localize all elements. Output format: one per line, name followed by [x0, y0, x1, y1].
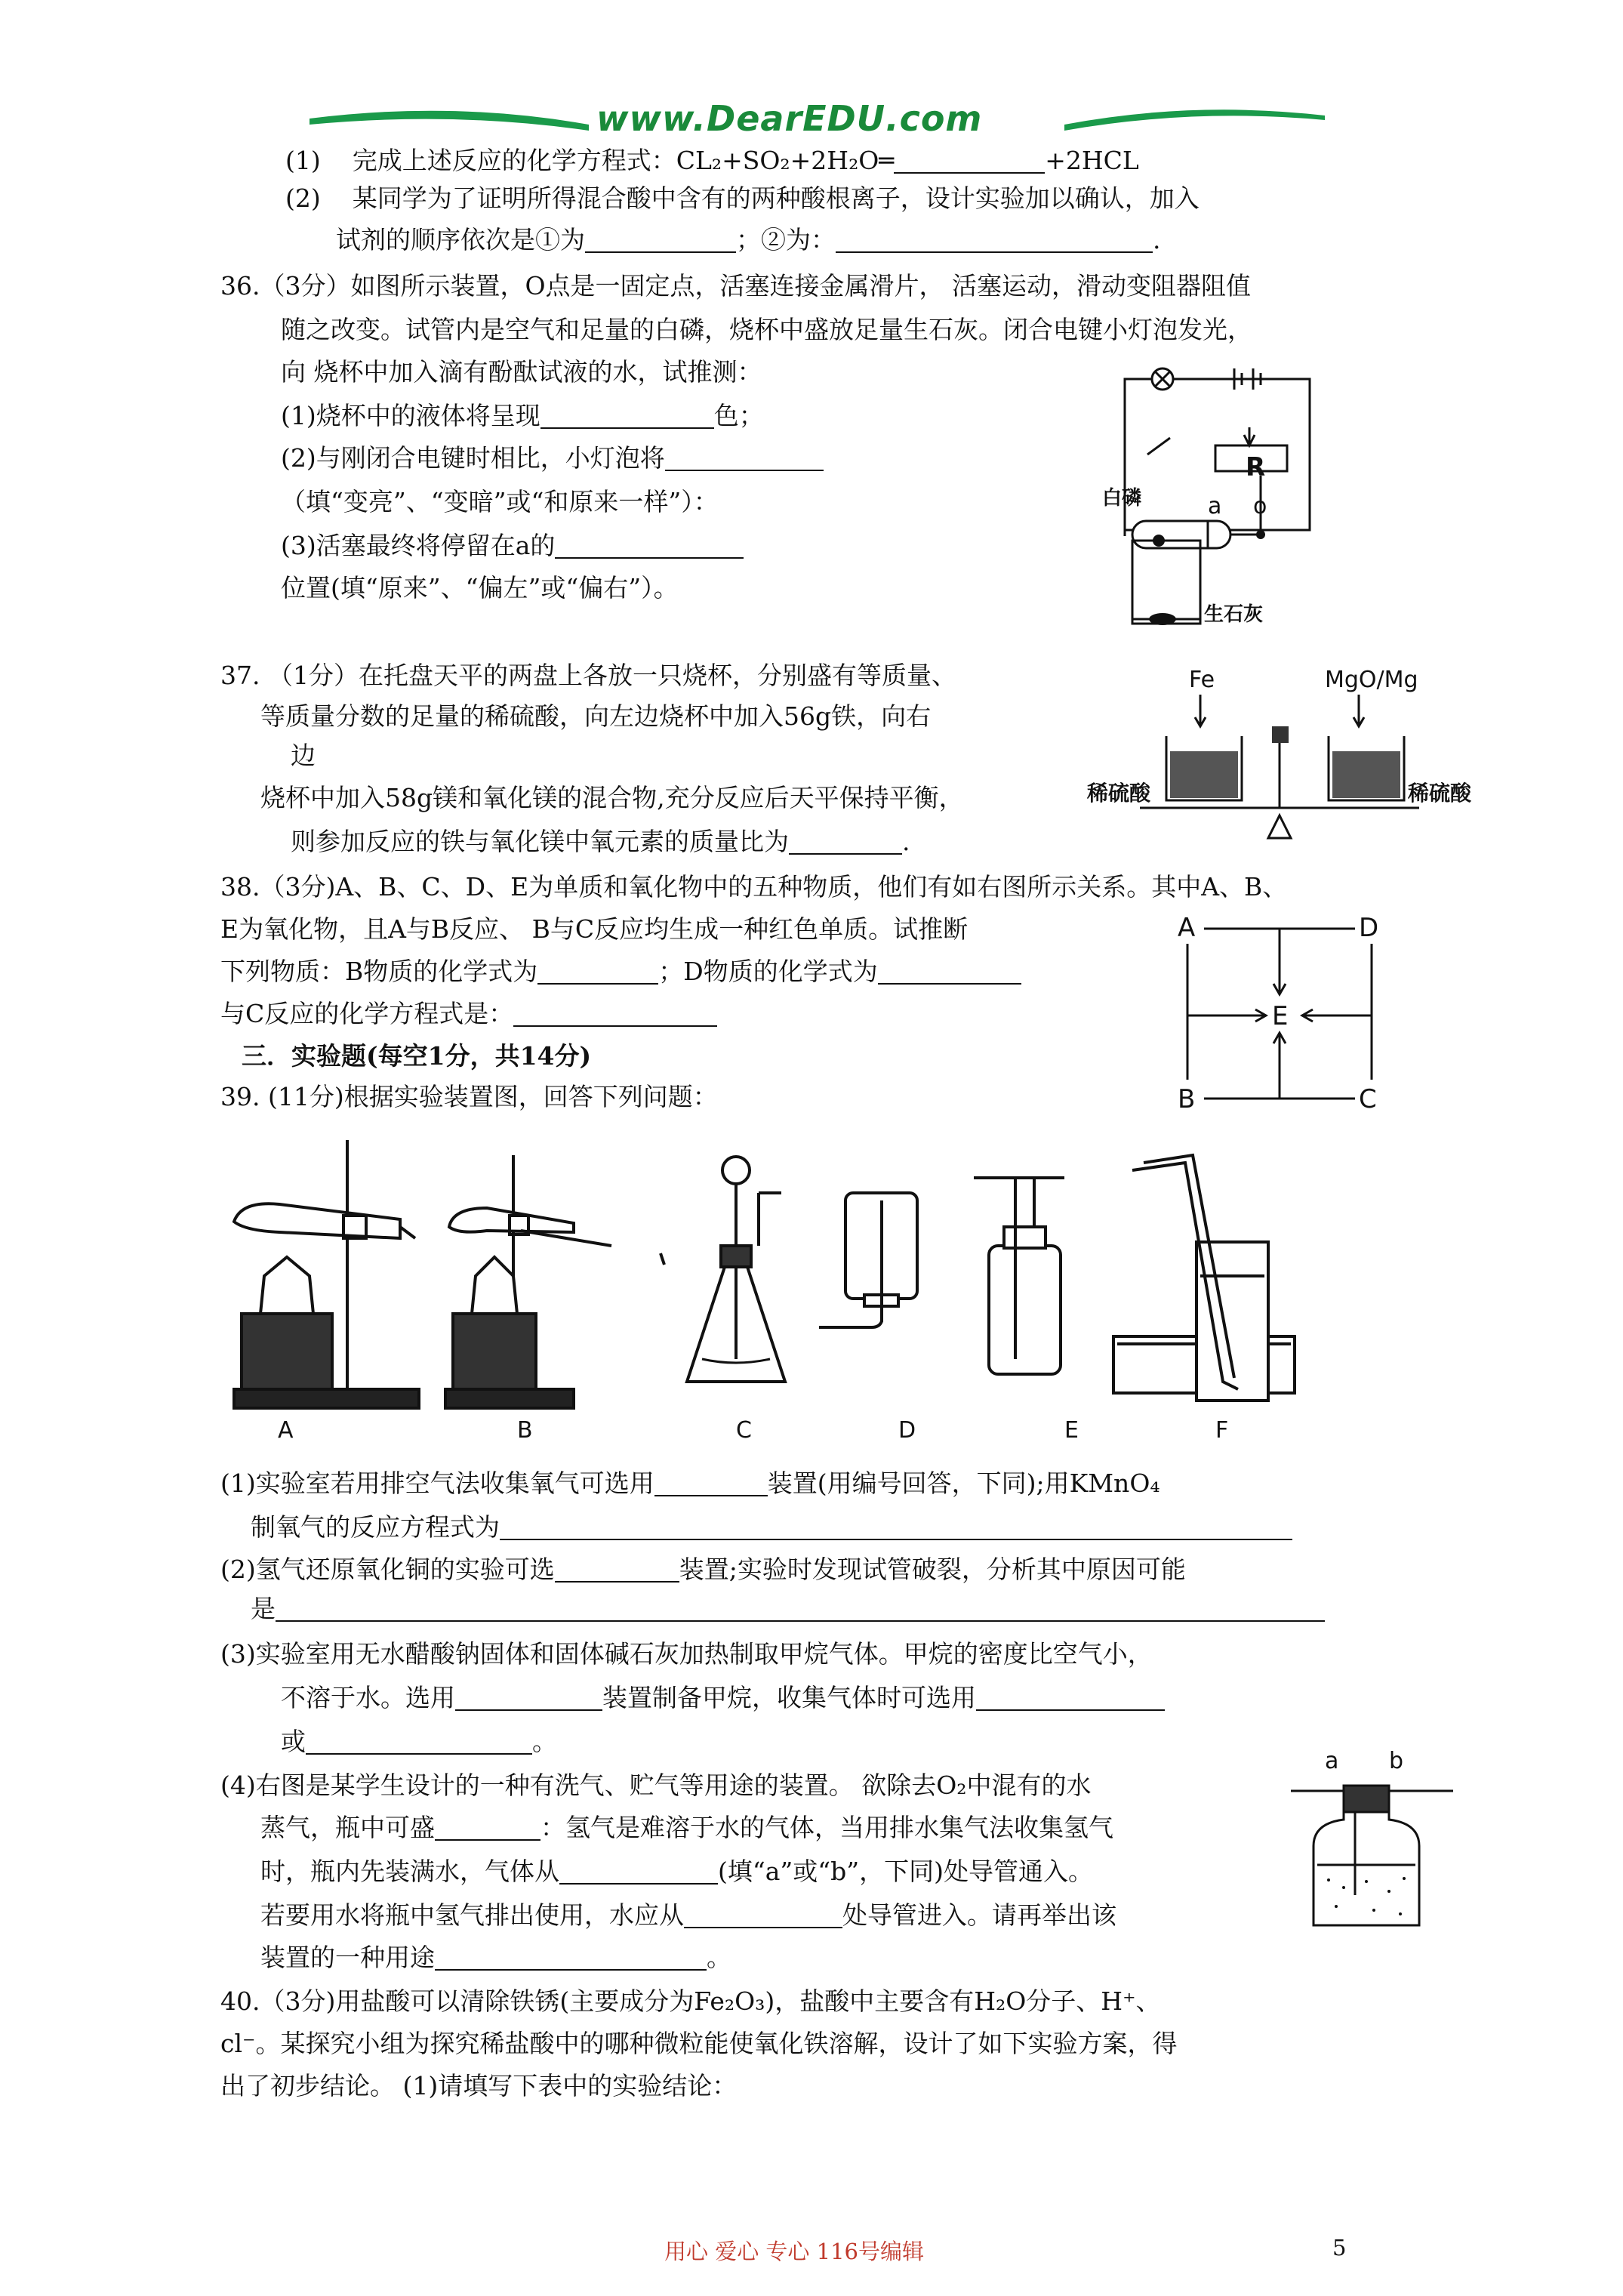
label-c: C [736, 1417, 752, 1444]
q39-p4-line1: (4)右图是某学生设计的一种有洗气、贮气等用途的装置。 欲除去O₂中混有的水 [220, 1771, 1092, 1800]
q36-line4: (1)烧杯中的液体将呈现 色； [281, 401, 764, 430]
q36-line6: （填“变亮”、“变暗”或“和原来一样”）： [281, 487, 719, 516]
q38-line4: 与C反应的化学方程式是： [220, 997, 717, 1031]
q40-line3: 出了初步结论。 (1)请填写下表中的实验结论： [220, 2071, 738, 2100]
q39-wash-bottle-figure [1283, 1744, 1495, 1933]
piston-a-label: a [1208, 493, 1222, 519]
q37-line5: 则参加反应的铁与氧化镁中氧元素的质量比为 . [291, 827, 910, 856]
q39-p4-line2: 蒸气，瓶中可盛 ：氢气是难溶于水的气体，当用排水集气法收集氢气 [260, 1813, 1113, 1842]
q39-p2-line1: (2)氢气还原氧化铜的实验可选 装置;实验时发现试管破裂，分析其中原因可能 [220, 1555, 1186, 1584]
fe-label: Fe [1189, 667, 1215, 693]
q36-line8: 位置(填“原来”、“偏左”或“偏右”）。 [281, 573, 679, 603]
q39-p3-line2: 不溶于水。选用 装置制备甲烷，收集气体时可选用 [281, 1681, 1165, 1715]
q39-p3-line3: 或 。 [281, 1727, 557, 1756]
q36-line1: 36.（3分）如图所示装置，O点是一固定点，活塞连接金属滑片， 活塞运动，滑动变阻器阻值 [220, 271, 1252, 300]
label-d: D [898, 1417, 916, 1444]
section3-title: 三．实验题(每空1分，共14分) [242, 1041, 592, 1071]
q39-p2-line2: 是 [251, 1592, 1325, 1626]
white-phosphorus-label: 白磷 [1102, 487, 1142, 510]
q36-line3: 向 烧杯中加入滴有酚酞试液的水，试推测： [281, 357, 762, 387]
site-logo-text: www.DearEDU.com [596, 98, 983, 139]
quicklime-label: 生石灰 [1204, 603, 1264, 626]
node-e: E [1272, 1001, 1289, 1031]
node-a: A [1178, 913, 1196, 943]
q37-line2: 等质量分数的足量的稀硫酸，向左边烧杯中加入56g铁，向右 [260, 701, 932, 731]
q39-p1-line1: (1)实验室若用排空气法收集氧气可选用 装置(用编号回答，下同);用KMnO₄ [220, 1469, 1160, 1498]
acid-left-label: 稀硫酸 [1087, 781, 1151, 806]
q39-apparatus-figure [219, 1133, 1381, 1450]
resistor-label: R [1246, 452, 1266, 482]
q39-p4-line5: 装置的一种用途 。 [260, 1943, 731, 1972]
q37-line1: 37. （1分）在托盘天平的两盘上各放一只烧杯，分别盛有等质量、 [220, 661, 956, 690]
q36-line7: (3)活塞最终将停留在a的 [281, 529, 744, 563]
page-number: 5 [1332, 2235, 1347, 2261]
label-a: A [278, 1417, 294, 1444]
q38-line3: 下列物质：B物质的化学式为 ；D物质的化学式为 [220, 954, 1021, 989]
acid-right-label: 稀硫酸 [1408, 781, 1472, 806]
q36-circuit-figure [1102, 362, 1329, 634]
node-d: D [1359, 913, 1379, 943]
point-o-label: o [1253, 493, 1267, 519]
q39-intro: 39. (11分)根据实验装置图，回答下列问题： [220, 1082, 718, 1111]
q40-line2: cl⁻。某探究小组为探究稀盐酸中的哪种微粒能使氧化铁溶解，设计了如下实验方案，得 [220, 2029, 1178, 2058]
q36-line5: (2)与刚闭合电键时相比，小灯泡将 [281, 441, 824, 476]
tube-a-label: a [1325, 1748, 1339, 1774]
q37-balance-figure [1087, 657, 1480, 846]
q39-p4-line3: 时，瓶内先装满水，气体从 (填“a”或“b”，下同)处导管通入。 [260, 1857, 1094, 1886]
q38-relation-figure [1174, 910, 1400, 1114]
q35-line1: (1) 完成上述反应的化学方程式：CL₂+SO₂+2H₂O═ +2HCL [285, 146, 1139, 175]
q39-p1-line2: 制氧气的反应方程式为 [251, 1510, 1292, 1545]
q40-line1: 40.（3分)用盐酸可以清除铁锈(主要成分为Fe₂O₃)，盐酸中主要含有H₂O分子、H⁺、 [220, 1986, 1161, 2016]
tube-b-label: b [1389, 1748, 1404, 1774]
q37-line3: 边 [291, 741, 316, 770]
q39-p4-line4: 若要用水将瓶中氢气排出使用，水应从 处导管进入。请再举出该 [260, 1900, 1116, 1930]
q35-line3: 试剂的顺序依次是①为 ；②为： . [336, 225, 1161, 254]
q35-line2: (2) 某同学为了证明所得混合酸中含有的两种酸根离子，设计实验加以确认，加入 [285, 183, 1200, 213]
q38-line2: E为氧化物，且A与B反应、 B与C反应均生成一种红色单质。试推断 [220, 914, 969, 944]
q37-line4: 烧杯中加入58g镁和氧化镁的混合物,充分反应后天平保持平衡， [260, 783, 964, 812]
footer-text: 用心 爱心 专心 116号编辑 [664, 2239, 925, 2264]
q38-line1: 38.（3分)A、B、C、D、E为单质和氧化物中的五种物质，他们有如右图所示关系。其中A、B、 [220, 872, 1288, 901]
q36-line2: 随之改变。试管内是空气和足量的白磷，烧杯中盛放足量生石灰。闭合电键小灯泡发光， [281, 315, 1252, 344]
q39-p3-line1: (3)实验室用无水醋酸钠固体和固体碱石灰加热制取甲烷气体。甲烷的密度比空气小， [220, 1639, 1153, 1669]
mgo-mg-label: MgO/Mg [1325, 667, 1418, 693]
node-b: B [1178, 1084, 1196, 1114]
label-b: B [517, 1417, 533, 1444]
label-e: E [1064, 1417, 1079, 1444]
label-f: F [1215, 1417, 1229, 1444]
node-c: C [1359, 1084, 1377, 1114]
